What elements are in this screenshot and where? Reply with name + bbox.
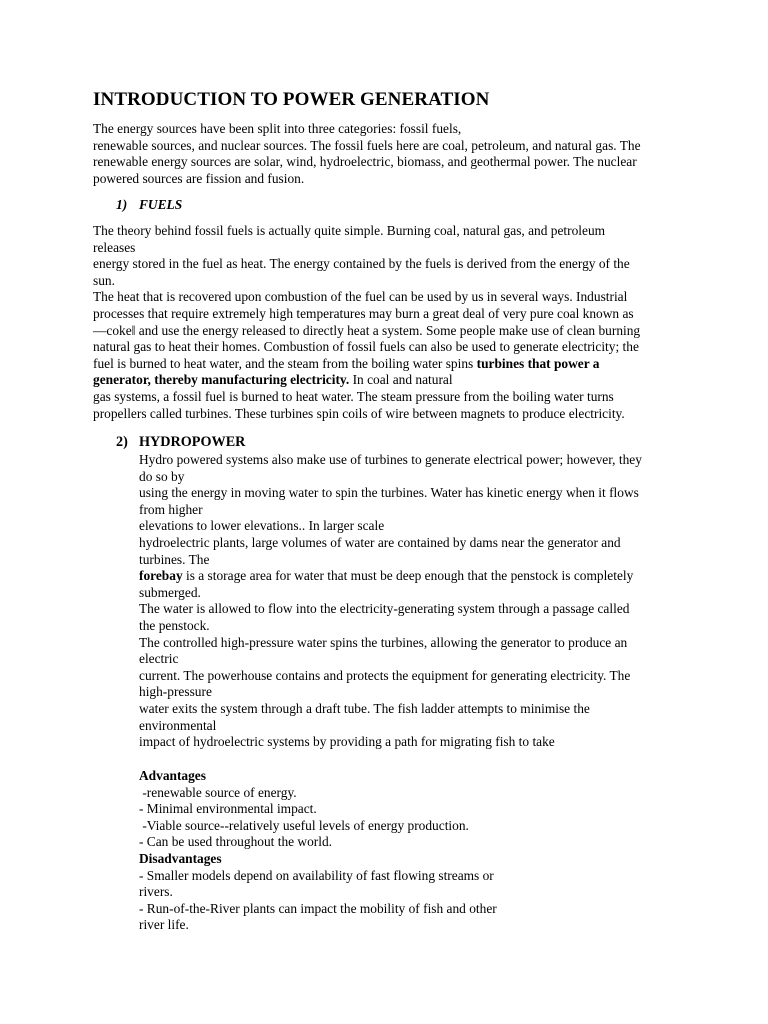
section-title: FUELS [139, 197, 183, 212]
intro-line: renewable energy sources are solar, wind, hydroelectric, biomass, and geothermal power. The nuclear [93, 154, 637, 170]
pros-cons-list [139, 768, 497, 934]
fuels-line: gas systems, a fossil fuel is burned to heat water. The steam pressure from the boiling water turns [93, 388, 614, 404]
hydro-line: elevations to lower elevations.. In larger scale [139, 518, 385, 534]
intro-paragraph [93, 121, 641, 187]
hydro-line: water exits the system through a draft tube. The fish ladder attempts to minimise the [139, 700, 590, 716]
hydro-line: high-pressure [139, 684, 212, 700]
fuels-line: propellers called turbines. These turbines spin coils of wire between magnets to produce electricity. [93, 405, 625, 421]
hydro-line: impact of hydroelectric systems by providing a path for migrating fish to take [139, 734, 555, 750]
disadvantage-item: river life. [139, 917, 189, 933]
fuels-line: The heat that is recovered upon combustion of the fuel can be used by us in several ways. Industrial [93, 289, 628, 305]
hydro-line: turbines. The [139, 551, 210, 567]
hydro-line: environmental [139, 717, 217, 733]
hydro-line: Hydro powered systems also make use of turbines to generate electrical power; however, they [139, 452, 642, 467]
hydro-line: The water is allowed to flow into the electricity-generating system through a passage called [139, 601, 630, 617]
section-fuels-heading [116, 197, 182, 213]
advantage-item: -Viable source--relatively useful levels of energy production. [139, 817, 469, 833]
fuels-bold-text: turbines that power a [476, 355, 600, 371]
hydro-line: using the energy in moving water to spin the turbines. Water has kinetic energy when it flows [139, 485, 639, 501]
fuels-line: energy stored in the fuel as heat. The energy contained by the fuels is derived from the energy of the [93, 256, 630, 272]
fuels-line: natural gas to heat their homes. Combustion of fossil fuels can also be used to generate electricity; the [93, 339, 639, 355]
section-number: 2) [116, 434, 128, 450]
disadvantage-item: - Run-of-the-River plants can impact the mobility of fish and other [139, 900, 497, 916]
disadvantage-item: - Smaller models depend on availability of fast flowing streams or [139, 867, 494, 883]
fuels-paragraph [93, 223, 640, 422]
fuels-text: fuel is burned to heat water, and the steam from the boiling water spins [93, 355, 477, 371]
fuels-line [93, 356, 640, 373]
advantage-item: - Minimal environmental impact. [139, 801, 317, 817]
fuels-line: sun. [93, 272, 115, 288]
hydro-line: submerged. [139, 584, 201, 600]
intro-line: powered sources are fission and fusion. [93, 170, 305, 186]
hydro-text: is a storage area for water that must be deep enough that the penstock is completely [182, 568, 634, 584]
hydro-line [139, 568, 642, 585]
page-title: INTRODUCTION TO POWER GENERATION [93, 89, 490, 110]
section-number: 1) [116, 197, 128, 212]
hydro-line: current. The powerhouse contains and protects the equipment for generating electricity. The [139, 667, 631, 683]
fuels-bold-text: generator, thereby manufacturing electricity. [93, 372, 350, 388]
disadvantages-heading: Disadvantages [139, 850, 222, 866]
section-hydropower-heading [116, 434, 245, 451]
hydro-line: do so by [139, 468, 185, 484]
advantages-heading: Advantages [139, 768, 206, 783]
fuels-line: The theory behind fossil fuels is actually quite simple. Burning coal, natural gas, and petroleum [93, 223, 606, 238]
fuels-text: In coal and natural [349, 372, 453, 388]
hydropower-paragraph [139, 452, 642, 751]
hydro-line: from higher [139, 501, 203, 517]
fuels-line: processes that require extremely high temperatures may burn a great deal of very pure coal known as [93, 305, 634, 321]
hydro-line: hydroelectric plants, large volumes of water are contained by dams near the generator and [139, 534, 621, 550]
advantage-item: - Can be used throughout the world. [139, 834, 333, 850]
section-title: HYDROPOWER [139, 434, 246, 450]
hydro-line: the penstock. [139, 617, 210, 633]
fuels-line: ―coke‖ and use the energy released to directly heat a system. Some people make use of clean burning [93, 322, 641, 338]
disadvantage-item: rivers. [139, 884, 173, 900]
hydro-line: electric [139, 651, 179, 667]
advantage-item: -renewable source of energy. [139, 784, 297, 800]
fuels-line [93, 372, 640, 389]
intro-line: renewable sources, and nuclear sources. The fossil fuels here are coal, petroleum, and natural gas. The [93, 137, 641, 153]
intro-line: The energy sources have been split into three categories: fossil fuels, [93, 121, 462, 136]
fuels-line: releases [93, 239, 136, 255]
forebay-term: forebay [139, 568, 183, 584]
hydro-line: The controlled high-pressure water spins the turbines, allowing the generator to produce an [139, 634, 628, 650]
